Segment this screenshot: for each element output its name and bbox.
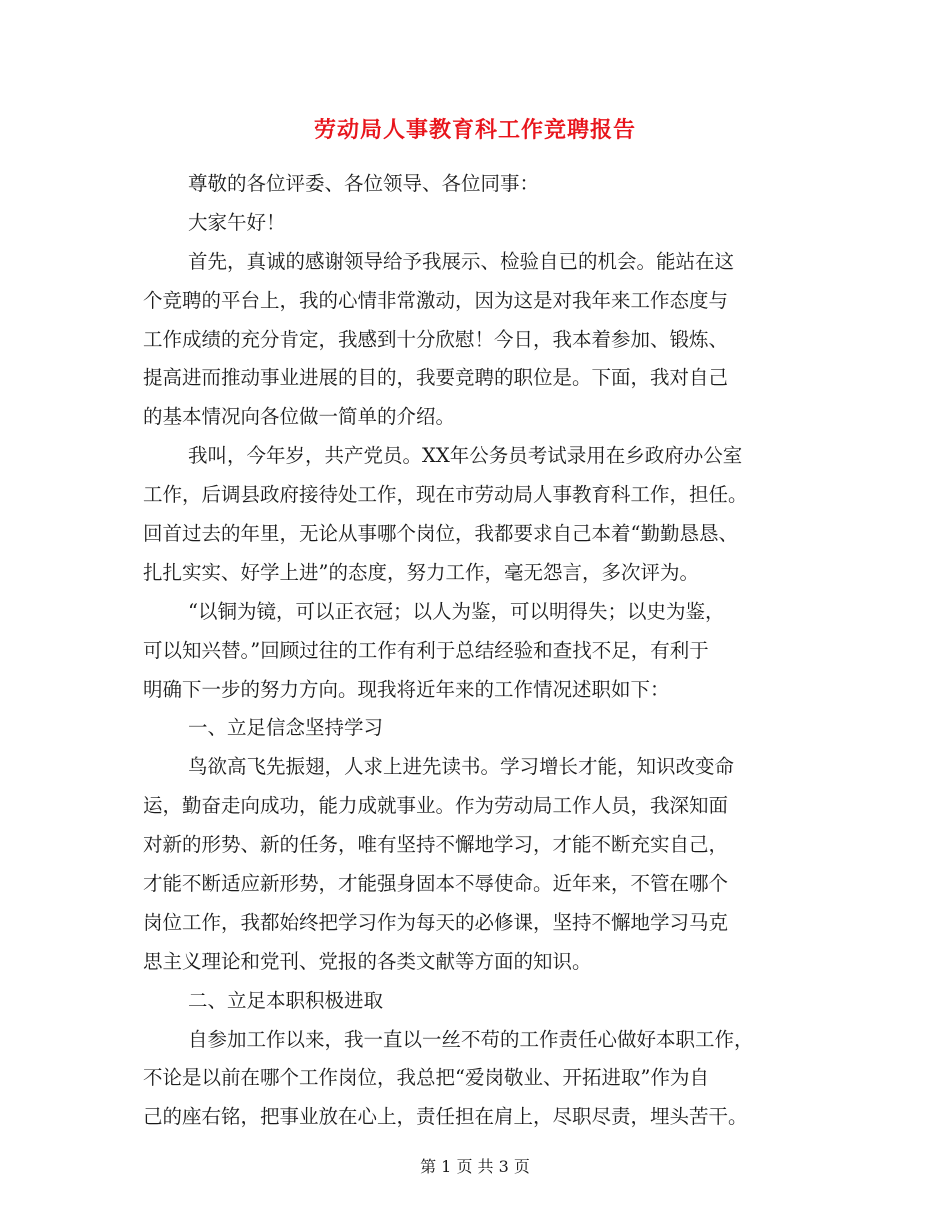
paragraph-line: 个竞聘的平台上，我的心情非常激动，因为这是对我年来工作态度与	[143, 288, 729, 312]
greeting-line: 大家午好！	[188, 210, 286, 234]
paragraph-line: 运，勤奋走向成功，能力成就事业。作为劳动局工作人员，我深知面	[143, 794, 729, 818]
paragraph-line: 岗位工作，我都始终把学习作为每天的必修课，坚持不懈地学习马克	[143, 910, 729, 934]
paragraph-line: 可以知兴替。”回顾过往的工作有利于总结经验和查找不足，有利于	[143, 638, 709, 662]
paragraph-line: 己的座右铭，把事业放在心上，责任担在肩上，尽职尽责，埋头苦干。	[143, 1105, 748, 1129]
paragraph-line: 工作成绩的充分肯定，我感到十分欣慰！今日，我本着参加、锻炼、	[143, 327, 729, 351]
document-title: 劳动局人事教育科工作竞聘报告	[313, 117, 636, 143]
salutation-line: 尊敬的各位评委、各位领导、各位同事：	[188, 172, 540, 195]
section-heading: 二、立足本职积极进取	[188, 988, 384, 1012]
page-number-footer: 第 1 页 共 3 页	[420, 1157, 530, 1176]
paragraph-line: 的基本情况向各位做一简单的介绍。	[143, 405, 456, 429]
paragraph-line: 才能不断适应新形势，才能强身固本不辱使命。近年来，不管在哪个	[143, 872, 729, 896]
section-heading: 一、立足信念坚持学习	[188, 716, 384, 740]
paragraph-line: 工作，后调县政府接待处工作，现在市劳动局人事教育科工作，担任。	[143, 483, 748, 507]
paragraph-line: 自参加工作以来，我一直以一丝不苟的工作责任心做好本职工作，	[188, 1027, 754, 1051]
paragraph-line: 扎扎实实、好学上进”的态度，努力工作，毫无怨言，多次评为。	[143, 560, 699, 584]
paragraph-line: 回首过去的年里，无论从事哪个岗位，我都要求自己本着“勤勤恳恳、	[143, 522, 738, 546]
paragraph-line: 首先，真诚的感谢领导给予我展示、检验自已的机会。能站在这	[188, 249, 735, 273]
paragraph-line: 鸟欲高飞先振翅，人求上进先读书。学习增长才能，知识改变命	[188, 755, 735, 779]
paragraph-line: 我叫，今年岁，共产党员。XX年公务员考试录用在乡政府办公室	[188, 444, 743, 468]
paragraph-line: 思主义理论和党刊、党报的各类文献等方面的知识。	[143, 949, 592, 973]
paragraph-line: 不论是以前在哪个工作岗位，我总把“爱岗敬业、开拓进取”作为自	[143, 1066, 709, 1090]
paragraph-line: “以铜为镜，可以正衣冠；以人为鉴，可以明得失；以史为鉴，	[188, 599, 725, 623]
paragraph-line: 提高进而推动事业进展的目的，我要竞聘的职位是。下面，我对自己	[143, 366, 729, 390]
paragraph-line: 明确下一步的努力方向。现我将近年来的工作情况述职如下：	[143, 677, 670, 701]
paragraph-line: 对新的形势、新的任务，唯有坚持不懈地学习，才能不断充实自己，	[143, 833, 729, 857]
document-body	[143, 165, 809, 1137]
